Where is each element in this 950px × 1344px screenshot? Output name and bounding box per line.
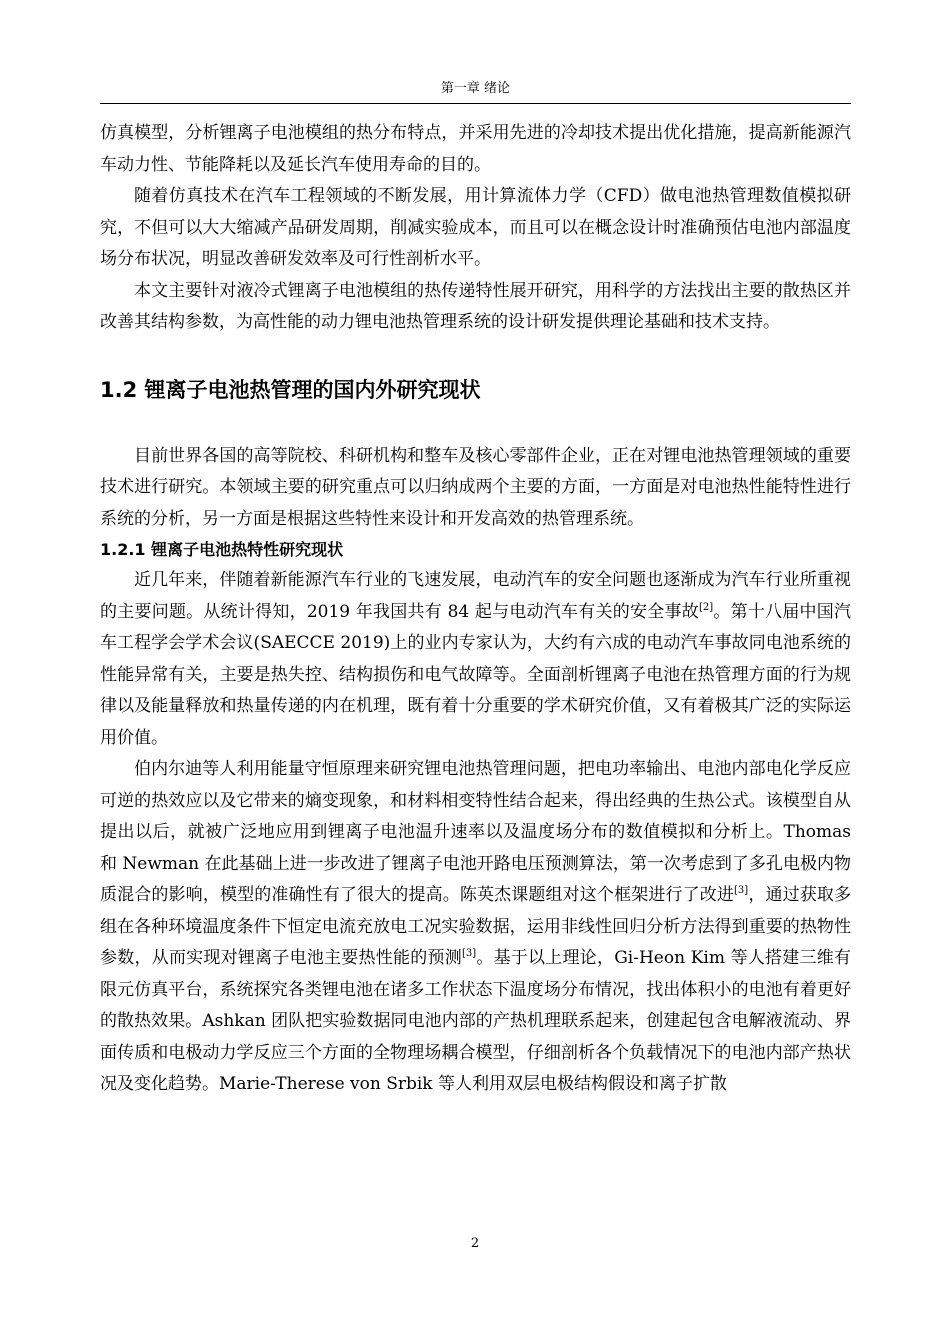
text-span: 。第十八届中国汽车工程学会学术会议(SAECCE 2019)上的业内专家认为，大约有六成的电动汽车事故同电池系统的性能异常有关，主要是热失控、结构损伤和电气故障等。全面剖析锂离子电池在热管理方面的行为规律以及能量释放和热量传递的内在机理，既有着十分重要的学术研究价值，又有着极其广泛的实际运用价值。 [100,601,852,748]
citation-ref: [2] [698,601,714,613]
page-number: 2 [470,1236,480,1251]
paragraph-cfd: 随着仿真技术在汽车工程领域的不断发展，用计算流体力学（CFD）做电池热管理数值模拟研究，不但可以大大缩减产品研发周期，削减实验成本，而且可以在概念设计时准确预估电池内部温度场分布状况，明显改善研发效率及可行性剖析水平。 [100,186,851,269]
paragraph-models [100,754,851,1101]
subsection-heading: 1.2.1 锂离子电池热特性研究现状 [100,540,344,559]
citation-ref: [3] [461,948,477,959]
citation-ref: [3] [734,885,749,896]
paragraph-safety [100,565,851,754]
text-span: 近几年来，伴随着新能源汽车行业的飞速发展，电动汽车的安全问题也逐渐成为汽车行业所重视的主要问题。从统计得知，2019 年我国共有 84 起与电动汽车有关的安全事故 [100,570,851,622]
paragraph-section-intro: 目前世界各国的高等院校、科研机构和整车及核心零部件企业，正在对锂电池热管理领域的重要技术进行研究。本领域主要的研究重点可以归纳成两个主要的方面，一方面是对电池热性能特性进行系统的分析，另一方面是根据这些特性来设计和开发高效的热管理系统。 [100,445,851,529]
header-divider [100,103,851,104]
text-span: 。基于以上理论，Gi-Heon Kim 等人搭建三维有限元仿真平台，系统探究各类锂电池在诸多工作状态下温度场分布情况，找出体积小的电池有着更好的散热效果。Ashkan 团队把实验数据同电池内部的产热机理联系起来，创建起包含电解液流动、界面传质和电极动力学反应三个方面的全物理场耦合模型，仔细剖析各个负载情况下的电池内部产热状况及变化趋势。Marie-Therese von Srbik 等人利用双层电极结构假设和离子扩散 [100,948,851,1094]
running-header: 第一章 绪论 [440,81,511,96]
text-span: 伯内尔迪等人利用能量守恒原理来研究锂电池热管理问题，把电功率输出、电池内部电化学反应可逆的热效应以及它带来的熵变现象，和材料相变特性结合起来，得出经典的生热公式。该模型自从提出以后，就被广泛地应用到锂离子电池温升速率以及温度场分布的数值模拟和分析上。Thomas 和 Newman 在此基础上进一步改进了锂离子电池开路电压预测算法，第一次考虑到了多孔电极内物质混合的影响，模型的准确性有了很大的提高。陈英杰课题组对这个框架进行了改进 [100,759,851,905]
page-body [100,118,851,1101]
text-span: ，通过获取多组在各种环境温度条件下恒定电流充放电工况实验数据，运用非线性回归分析方法得到重要的热物性参数，从而实现对锂离子电池主要热性能的预测 [100,885,852,968]
paragraph-continued: 仿真模型，分析锂离子电池模组的热分布特点，并采用先进的冷却技术提出优化措施，提高新能源汽车动力性、节能降耗以及延长汽车使用寿命的目的。 [100,123,851,175]
paragraph-scope: 本文主要针对液冷式锂离子电池模组的热传递特性展开研究，用科学的方法找出主要的散热区并改善其结构参数，为高性能的动力锂电池热管理系统的设计研发提供理论基础和技术支持。 [100,280,851,332]
section-heading: 1.2 锂离子电池热管理的国内外研究现状 [100,377,481,402]
